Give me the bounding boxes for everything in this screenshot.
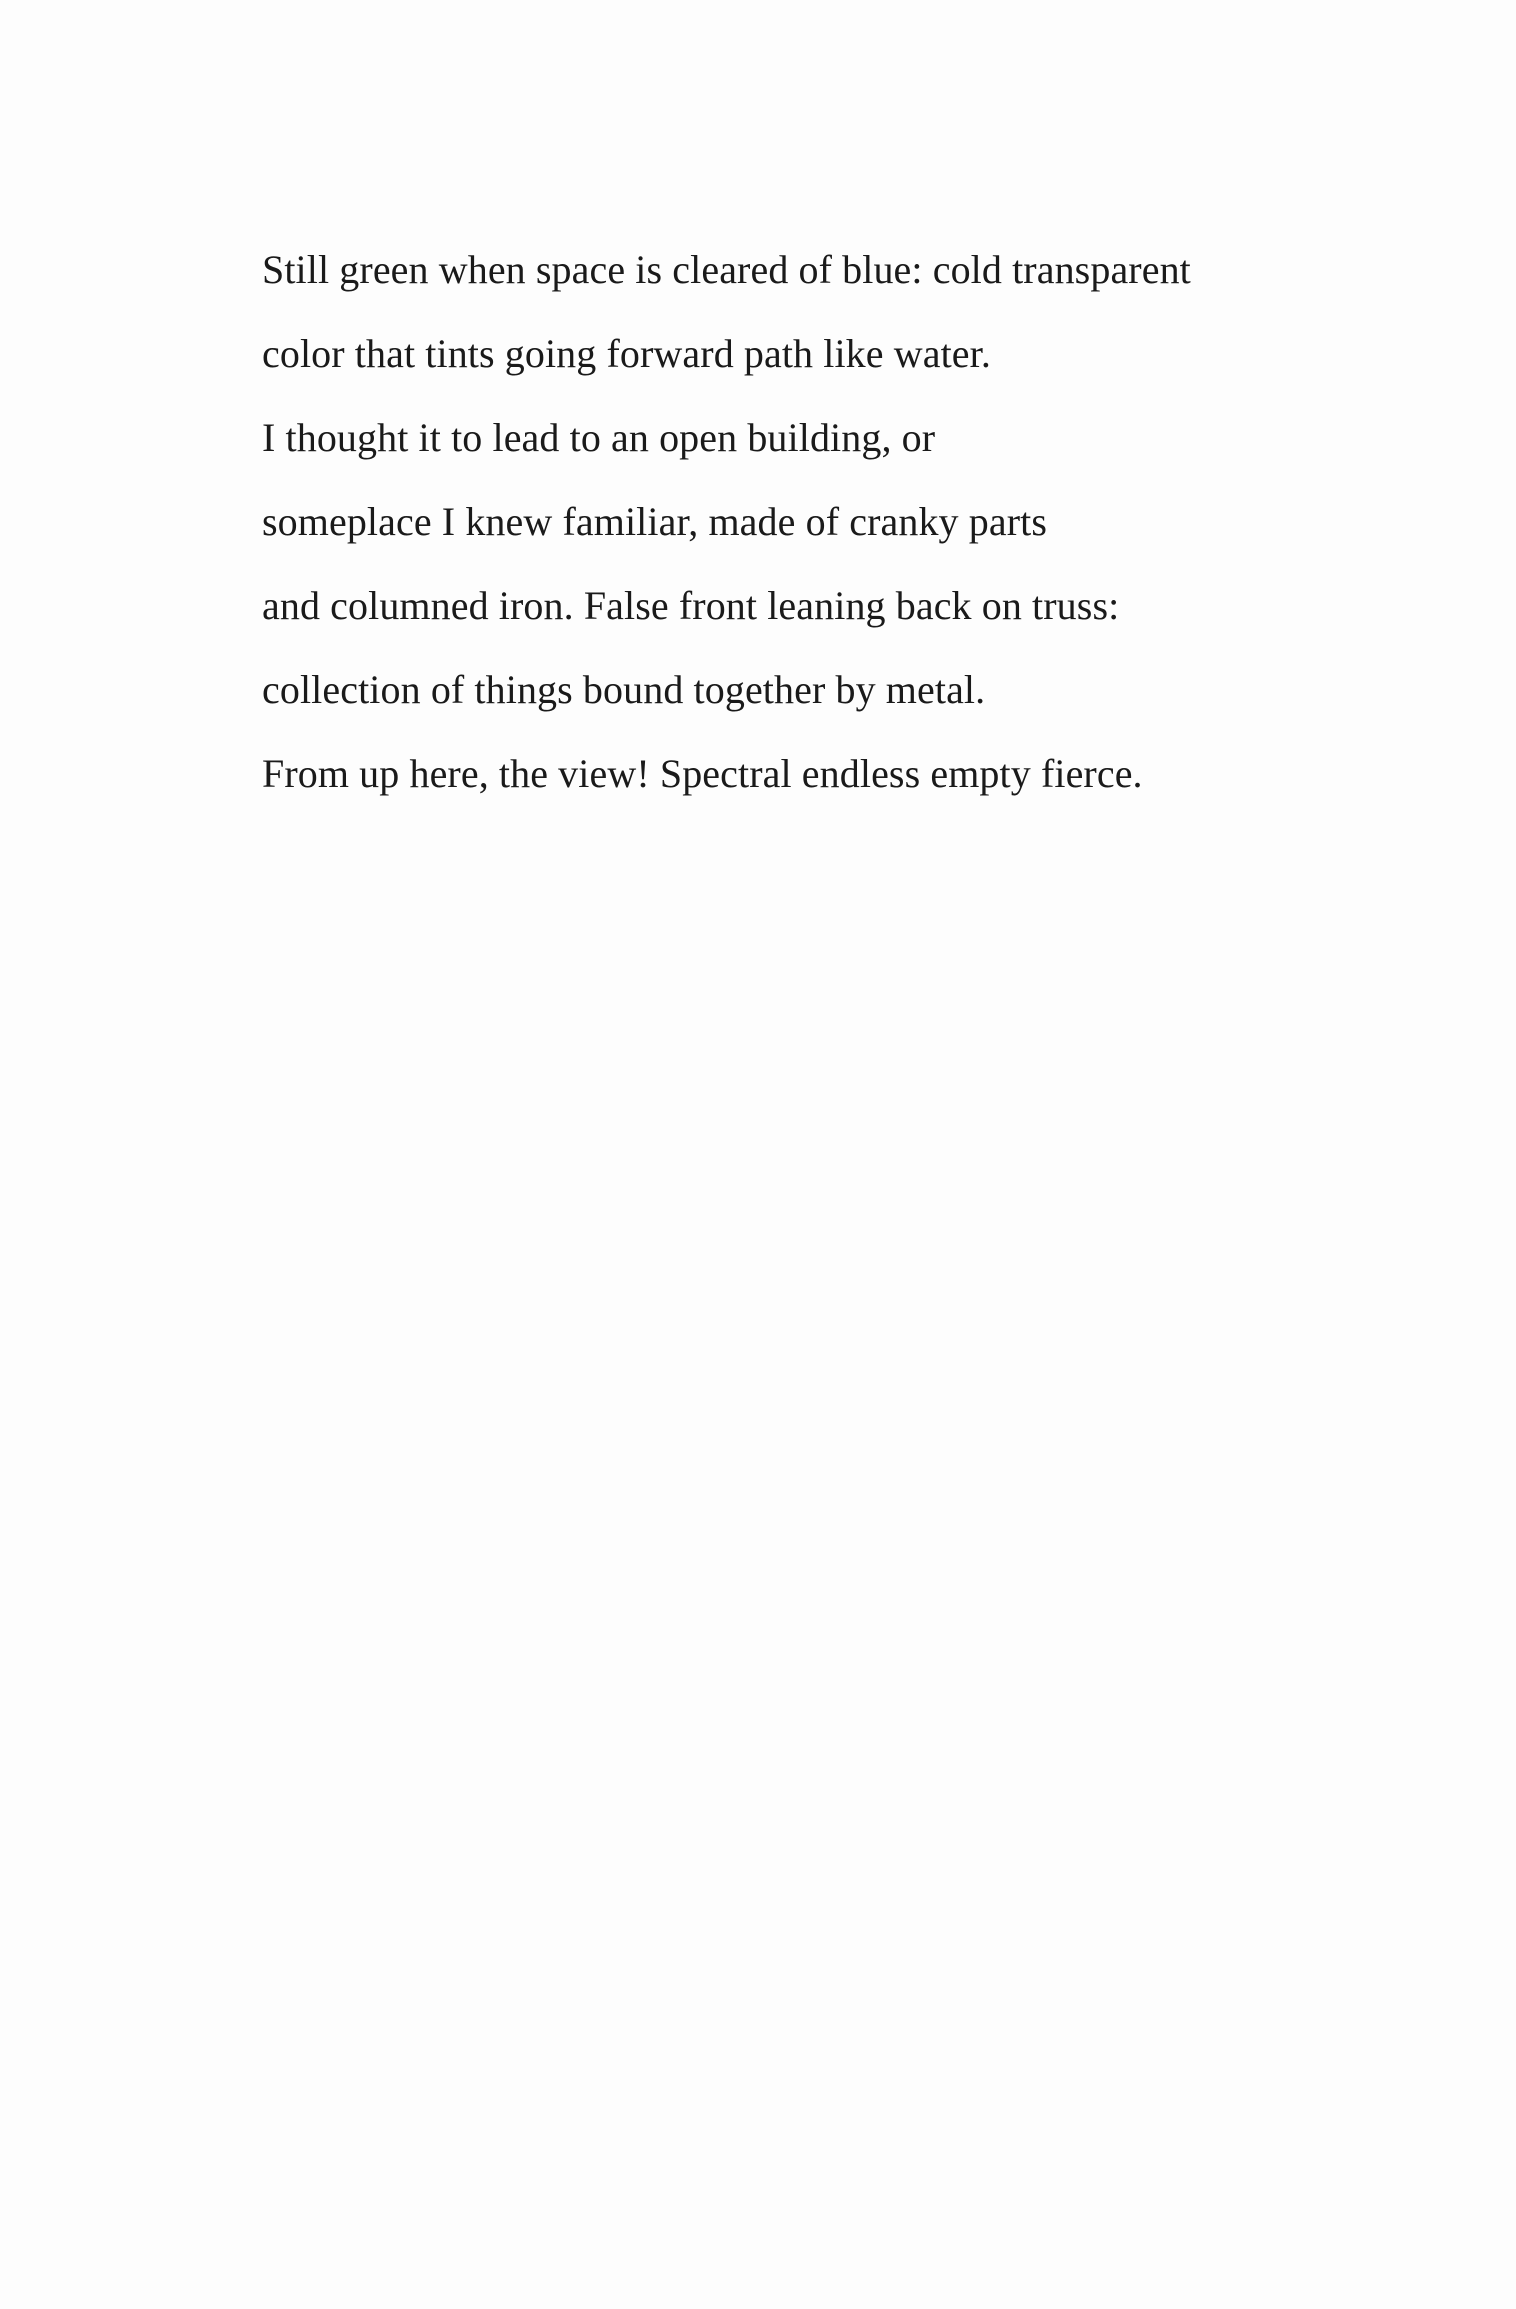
poem-line-4: someplace I knew familiar, made of cranky parts [262,499,1047,544]
poem-line-6: collection of things bound together by metal. [262,667,986,712]
poem-line-2: color that tints going forward path like water. [262,331,991,376]
poem-line-5: and columned iron. False front leaning back on truss: [262,583,1120,628]
poem-stanza [262,228,1322,816]
poem-line-7: From up here, the view! Spectral endless empty fierce. [262,751,1143,796]
poem-line-3: I thought it to lead to an open building, or [262,415,936,460]
poem-line-1: Still green when space is cleared of blue: cold transparent [262,247,1191,292]
